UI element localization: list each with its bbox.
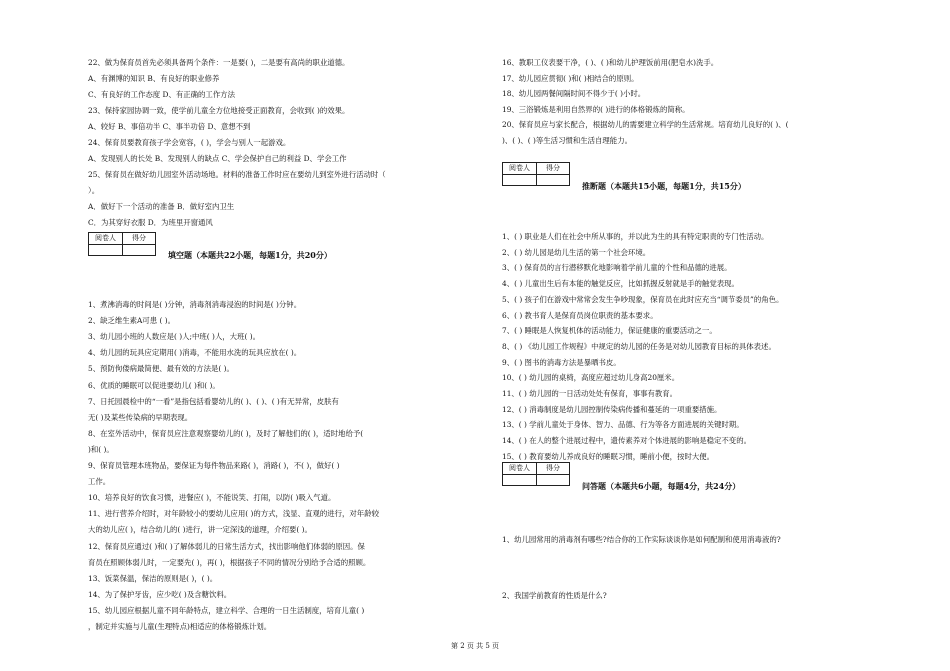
fill-line: 1、煮沸消毒的时间是( )分钟，消毒剂消毒浸泡的时间是( )分钟。 (88, 300, 302, 309)
judgement-line: 14、( ) 在人的整个进展过程中，遗传素养对个体进展的影响是稳定不变的。 (502, 436, 751, 446)
fill-line: 无( )及某些传染病的早期表现。 (88, 412, 193, 422)
fill-line: 10、培养良好的饮食习惯，进餐应( )，不能说笑、打闹，以防( )吸入气道。 (88, 493, 336, 503)
question-line: C．为其穿好衣服 D．为班里开窗通风 (88, 218, 213, 227)
judgement-line: 13、( ) 学前儿童处于身体、智力、品德、行为等各方面进展的关键时期。 (502, 420, 744, 430)
fill-line: 19、三浴锻炼是利用自然界的( )进行的体格锻炼的简称。 (502, 104, 690, 114)
judgement-line: 8、( ) 《幼儿园工作规程》中规定的幼儿园的任务是对幼儿园教育目标的具体表述。 (502, 341, 776, 351)
score-box (502, 162, 570, 186)
question-line: A．做好下一个活动的准备 B．做好室内卫生 (88, 202, 235, 211)
question-line: A、有渊博的知识 B、有良好的职业修养 (88, 74, 220, 83)
fill-line: 18、幼儿园两餐间隔时间不得少于( )小时。 (502, 89, 646, 99)
fill-line: 17、幼儿园应贯彻( )和( )相结合的原则。 (502, 73, 639, 83)
judgement-line: 11、( ) 幼儿园的一日活动处处有保育，事事有教育。 (502, 389, 678, 398)
fill-line: 6、优质的睡眠可以促进要幼儿( )和( )。 (88, 380, 220, 390)
question-line: 24、保育员要教育孩子学会宽容，( )，学会与别人一起游戏。 (88, 138, 291, 147)
fill-line: ，制定并实施与儿童(生理特点)相适应的体格锻炼计划。 (88, 622, 272, 631)
question-line: 23、保持家园协调一致，使学前儿童全方位地接受正面教育，会收到( )的效果。 (88, 106, 350, 115)
question-line: A、较好 B、事倍功半 C、事半功倍 D、意想不到 (88, 122, 251, 131)
fill-line: 7、日托园晨检中的“一看”是指包括看婴幼儿的( )、( )、( )有无异常，皮肤有 (88, 396, 339, 406)
score-label: 得分 (546, 164, 560, 172)
score-box (88, 232, 156, 256)
fill-line: 工作。 (88, 477, 111, 487)
question-line: 25、保育员在做好幼儿园室外活动场地。材料的准备工作时应在要幼儿到室外进行活动时（ (88, 170, 386, 179)
section-title: 填空题（本题共22小题，每题1分，共20分） (168, 250, 332, 260)
judgement-line: 1、( ) 职业是人们在社会中所从事的，并以此为生的具有特定职责的专门性活动。 (502, 232, 769, 241)
fill-line: 13、饭菜保温，保洁的原则是( )，( )。 (88, 573, 218, 583)
grader-label: 阅卷人 (95, 234, 116, 242)
question-line: ）。 (88, 186, 100, 195)
qa-line: 2、我国学前教育的性质是什么? (502, 591, 607, 600)
section-title: 问答题（本题共6小题，每题4分，共24分） (582, 481, 741, 491)
fill-line: )、( )、( )等生活习惯和生活自理能力。 (502, 136, 632, 145)
question-line: 22、做为保育员首先必须具备两个条件：一是要( )，二是要有高尚的职业道德。 (88, 58, 350, 67)
judgement-line: 7、( ) 睡眠是人恢复机体的活动能力，保证健康的重要活动之一。 (502, 326, 717, 336)
fill-line: )和( )。 (88, 444, 114, 454)
fill-line: 8、在室外活动中，保育员应注意观察婴幼儿的( )，及时了解他们的( )，适时地给予( (88, 428, 364, 438)
fill-line: 15、幼儿园应根据儿童不同年龄特点，建立科学、合理的一日生活制度，培育儿童( ) (88, 605, 365, 615)
score-label: 得分 (132, 234, 146, 242)
judgement-line: 3、( ) 保育员的言行潜移默化地影响着学前儿童的个性和品德的进展。 (502, 263, 732, 273)
judgement-line: 9、( ) 图书的消毒方法是暴晒书皮。 (502, 357, 621, 367)
score-box (502, 462, 570, 486)
fill-line: 12、保育员应通过( )和( )了解体弱儿的日常生活方式，找出影响他们体弱的原因。保 (88, 541, 365, 551)
judgement-line: 6、( ) 教书育人是保育员岗位职责的基本要求。 (502, 310, 658, 320)
fill-line: 14、为了保护牙齿，应少吃( )及含糖饮料。 (88, 589, 232, 599)
fill-line: 9、保育员管理本班物品，要保证为每件物品来路( )，消路( )，不( )，做好( ) (88, 461, 340, 470)
grader-label: 阅卷人 (509, 464, 530, 472)
question-line: C、有良好的工作态度 D、有正确的工作方法 (88, 90, 235, 99)
section-title: 推断题（本题共15小题，每题1分，共15分） (582, 181, 746, 191)
fill-line: 20、保育员应与家长配合，根据幼儿的需要建立科学的生活常规。培育幼儿良好的( )、( (502, 120, 789, 130)
fill-line: 育员在照顾体弱儿时，一定要先( )，再( )，根据孩子不同的情况分别给予合适的照顾。 (88, 557, 371, 567)
fill-line: 11、进行营养介绍时，对年龄较小的要幼儿应用( )的方式，浅显、直观的进行，对年龄较 (88, 509, 379, 519)
judgement-line: 5、( ) 孩子们在游戏中常常会发生争吵现象，保育员在此时应充当“调节委员”的角色。 (502, 294, 784, 304)
fill-line: 5、预防佝偻病最简便、最有效的方法是( )。 (88, 364, 234, 374)
fill-line: 2、缺乏维生素A可患 ( )。 (88, 316, 176, 326)
judgement-line: 15、( ) 教育要幼儿养成良好的睡眠习惯，睡前小便，按时大便。 (502, 451, 715, 461)
page-footer: 第 2 页 共 5 页 (450, 642, 500, 650)
qa-line: 1、幼儿园常用的消毒剂有哪些?结合你的工作实际谈谈你是如何配制和使用消毒液的? (502, 535, 781, 544)
fill-line: 3、幼儿园小班的人数应是( )人;中班( )人，大班( )。 (88, 332, 260, 342)
judgement-line: 4、( ) 儿童出生后有本能的触觉反应，比如抓握反射就是手的触觉表现。 (502, 279, 739, 289)
fill-line: 大的幼儿应( )，结合幼儿的( )进行，讲一定深浅的道理，介绍要( )。 (88, 525, 312, 535)
judgement-line: 12、( ) 消毒制度是幼儿园控制传染病传播和蔓延的一项重要措施。 (502, 404, 722, 414)
grader-label: 阅卷人 (509, 164, 530, 172)
fill-line: 4、幼儿园的玩具应定期用( )消毒，不能用水洗的玩具应放在( )。 (88, 348, 302, 358)
judgement-line: 2、( ) 幼儿园是幼儿生活的第一个社会环境。 (502, 247, 651, 257)
judgement-line: 10、( ) 幼儿园的桌椅，高度应超过幼儿身高20厘米。 (502, 373, 680, 383)
score-label: 得分 (546, 464, 560, 472)
fill-line: 16、教职工仪表要干净，( )、( )和幼儿护理饭前用(肥皂水)洗手。 (502, 58, 719, 67)
question-line: A、发现别人的长处 B、发现别人的缺点 C、学会保护自己的利益 D、学会工作 (88, 154, 347, 163)
